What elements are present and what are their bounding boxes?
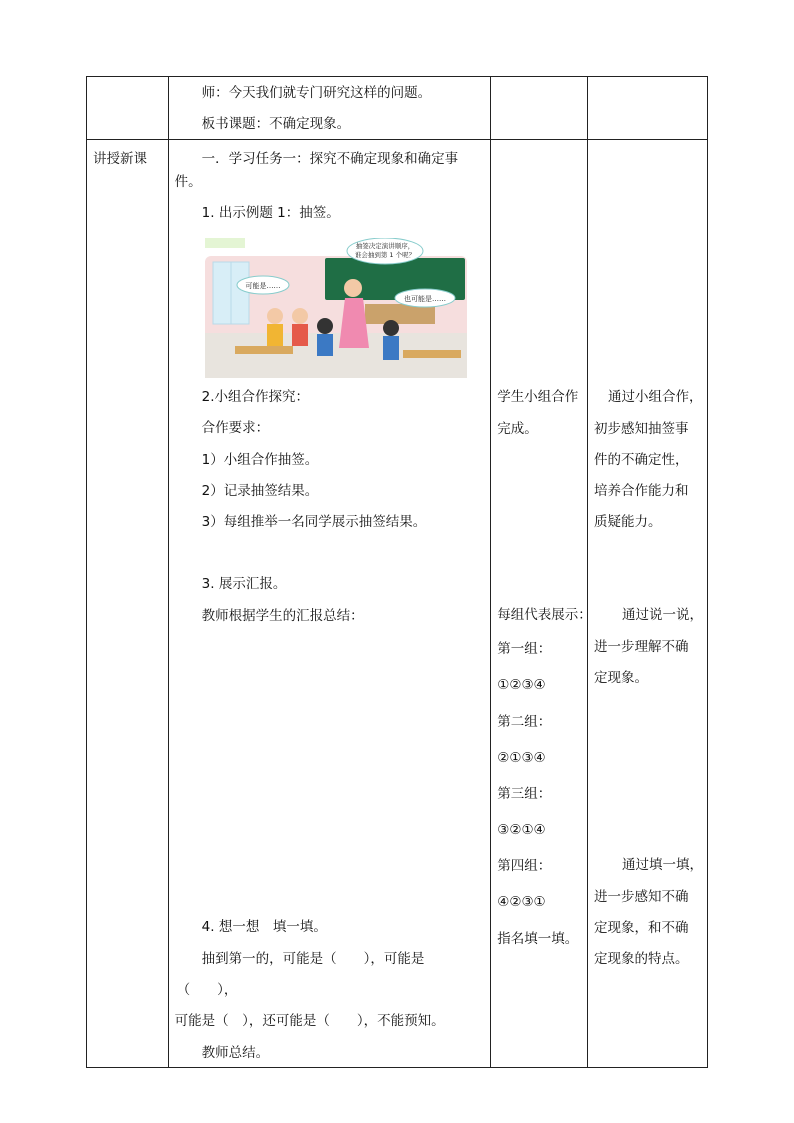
group-4-label: 第四组：	[497, 858, 552, 874]
example-title: 1. 出示例题 1：抽签。	[201, 205, 340, 221]
group-3-result: ③②①④	[497, 822, 546, 838]
speech-teacher-line1: 抽签决定演讲顺序，	[355, 242, 414, 250]
intro-line-2: 板书课题：不确定现象。	[201, 116, 351, 132]
requirement-1: 1）小组合作抽签。	[201, 452, 319, 468]
intent-1-line2: 初步感知抽签事	[594, 421, 689, 437]
fill-blank-line-1: 抽到第一的，可能是（ ），可能是	[201, 951, 425, 967]
cell-student-activity	[491, 140, 592, 1068]
intent-3-line3: 定现象，和不确	[594, 920, 689, 936]
cell-section-empty	[87, 77, 169, 140]
cell-intent-empty	[588, 77, 708, 140]
named-fill: 指名填一填。	[497, 931, 579, 947]
report-title: 3. 展示汇报。	[201, 576, 287, 592]
cell-teaching-content	[168, 140, 491, 1068]
task-heading-cont: 件。	[174, 174, 202, 190]
intent-3-line1: 通过填一填，	[622, 857, 704, 873]
teacher-summary-intro: 教师根据学生的汇报总结：	[201, 608, 364, 624]
think-title: 4. 想一想 填一填。	[201, 919, 327, 935]
cell-intro-content	[168, 77, 491, 140]
group-1-label: 第一组：	[497, 641, 552, 657]
group-title: 2.小组合作探究：	[201, 389, 310, 405]
intent-1-line3: 件的不确定性，	[594, 452, 689, 468]
lesson-table	[86, 76, 708, 1068]
speech-right: 也可能是……	[403, 295, 446, 303]
group-3-label: 第三组：	[497, 786, 552, 802]
table-row-new-lesson	[87, 140, 708, 1068]
intent-3-line4: 定现象的特点。	[594, 951, 689, 967]
intent-1-line1: 通过小组合作，	[608, 389, 703, 405]
student-activity-line2: 完成。	[497, 421, 538, 437]
cell-section-label	[87, 140, 169, 1068]
intent-1-line5: 质疑能力。	[594, 514, 662, 530]
teacher-conclusion: 教师总结。	[201, 1045, 270, 1061]
group-2-label: 第二组：	[497, 714, 552, 730]
student-activity-line1: 学生小组合作	[497, 389, 579, 405]
intent-2-line3: 定现象。	[594, 670, 649, 686]
intro-line-1: 师：今天我们就专门研究这样的问题。	[201, 85, 432, 101]
speech-teacher-line2: 谁会抽到第 1 个呢？	[354, 251, 415, 259]
requirement-2: 2）记录抽签结果。	[201, 483, 319, 499]
fill-blank-line-3: 可能是（ ），还可能是（ ），不能预知。	[174, 1013, 445, 1029]
cell-design-intent	[588, 140, 708, 1068]
classroom-illustration	[205, 238, 467, 378]
fill-blank-line-2: （ ），	[176, 982, 238, 998]
intent-1-line4: 培养合作能力和	[594, 483, 689, 499]
table-row-intro	[87, 77, 708, 140]
group-2-result: ②①③④	[497, 750, 546, 766]
intent-2-line2: 进一步理解不确	[594, 639, 689, 655]
group-4-result: ④②③①	[497, 894, 546, 910]
requirement-3: 3）每组推举一名同学展示抽签结果。	[201, 514, 427, 530]
section-label: 讲授新课	[93, 151, 147, 167]
task-heading: 一．学习任务一：探究不确定现象和确定事	[201, 151, 459, 167]
cell-student-empty	[491, 77, 588, 140]
intent-2-line1: 通过说一说，	[622, 607, 704, 623]
reps-show: 每组代表展示：	[497, 607, 592, 623]
speech-left: 可能是……	[245, 282, 281, 290]
requirements-title: 合作要求：	[201, 420, 270, 436]
intent-3-line2: 进一步感知不确	[594, 889, 689, 905]
group-1-result: ①②③④	[497, 677, 546, 693]
